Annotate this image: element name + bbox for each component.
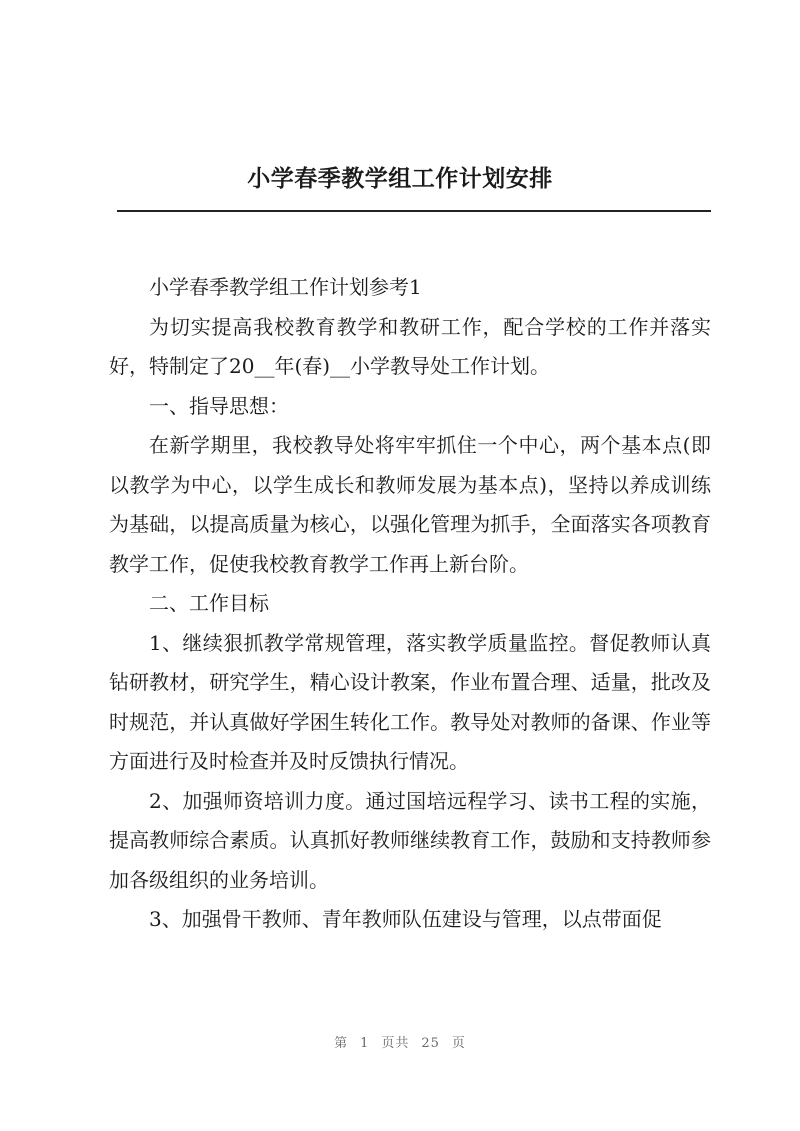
footer-middle: 页共 <box>381 1036 410 1051</box>
footer-prefix: 第 <box>334 1036 349 1051</box>
document-title: 小学春季教学组工作计划安排 <box>247 165 553 192</box>
title-divider <box>117 210 711 212</box>
paragraph-intro: 为切实提高我校教育教学和教研工作，配合学校的工作并落实好，特制定了20__年(春)__小学教导处工作计划。 <box>109 314 711 378</box>
footer-suffix: 页 <box>451 1036 466 1051</box>
footer-total-pages: 25 <box>421 1036 440 1051</box>
footer-current-page: 1 <box>360 1036 370 1051</box>
paragraph-goal-1: 1、继续狠抓教学常规管理，落实教学质量监控。督促教师认真钻研教材，研究学生，精心设计教案，作业布置合理、适量，批改及时规范，并认真做好学困生转化工作。教导处对教师的备课、作业等方面进行及时检查并及时反馈执行情况。 <box>109 630 711 773</box>
paragraph-heading-reference: 小学春季教学组工作计划参考1 <box>149 275 422 299</box>
paragraph-guiding-thought: 在新学期里，我校教导处将牢牢抓住一个中心，两个基本点(即以教学为中心，以学生成长和教师发展为基本点)，坚持以养成训练为基础，以提高质量为核心，以强化管理为抓手，全面落实各项教育教学工作，促使我校教育教学工作再上新台阶。 <box>109 433 711 576</box>
paragraph-goal-2: 2、加强师资培训力度。通过国培远程学习、读书工程的实施，提高教师综合素质。认真抓好教师继续教育工作，鼓励和支持教师参加各级组织的业务培训。 <box>109 788 711 892</box>
section-heading-work-goals: 二、工作目标 <box>149 591 269 615</box>
page-footer <box>0 1032 800 1051</box>
paragraph-goal-3: 3、加强骨干教师、青年教师队伍建设与管理，以点带面促 <box>149 907 662 931</box>
section-heading-guiding-thought: 一、指导思想： <box>149 393 289 418</box>
document-body <box>109 268 711 940</box>
